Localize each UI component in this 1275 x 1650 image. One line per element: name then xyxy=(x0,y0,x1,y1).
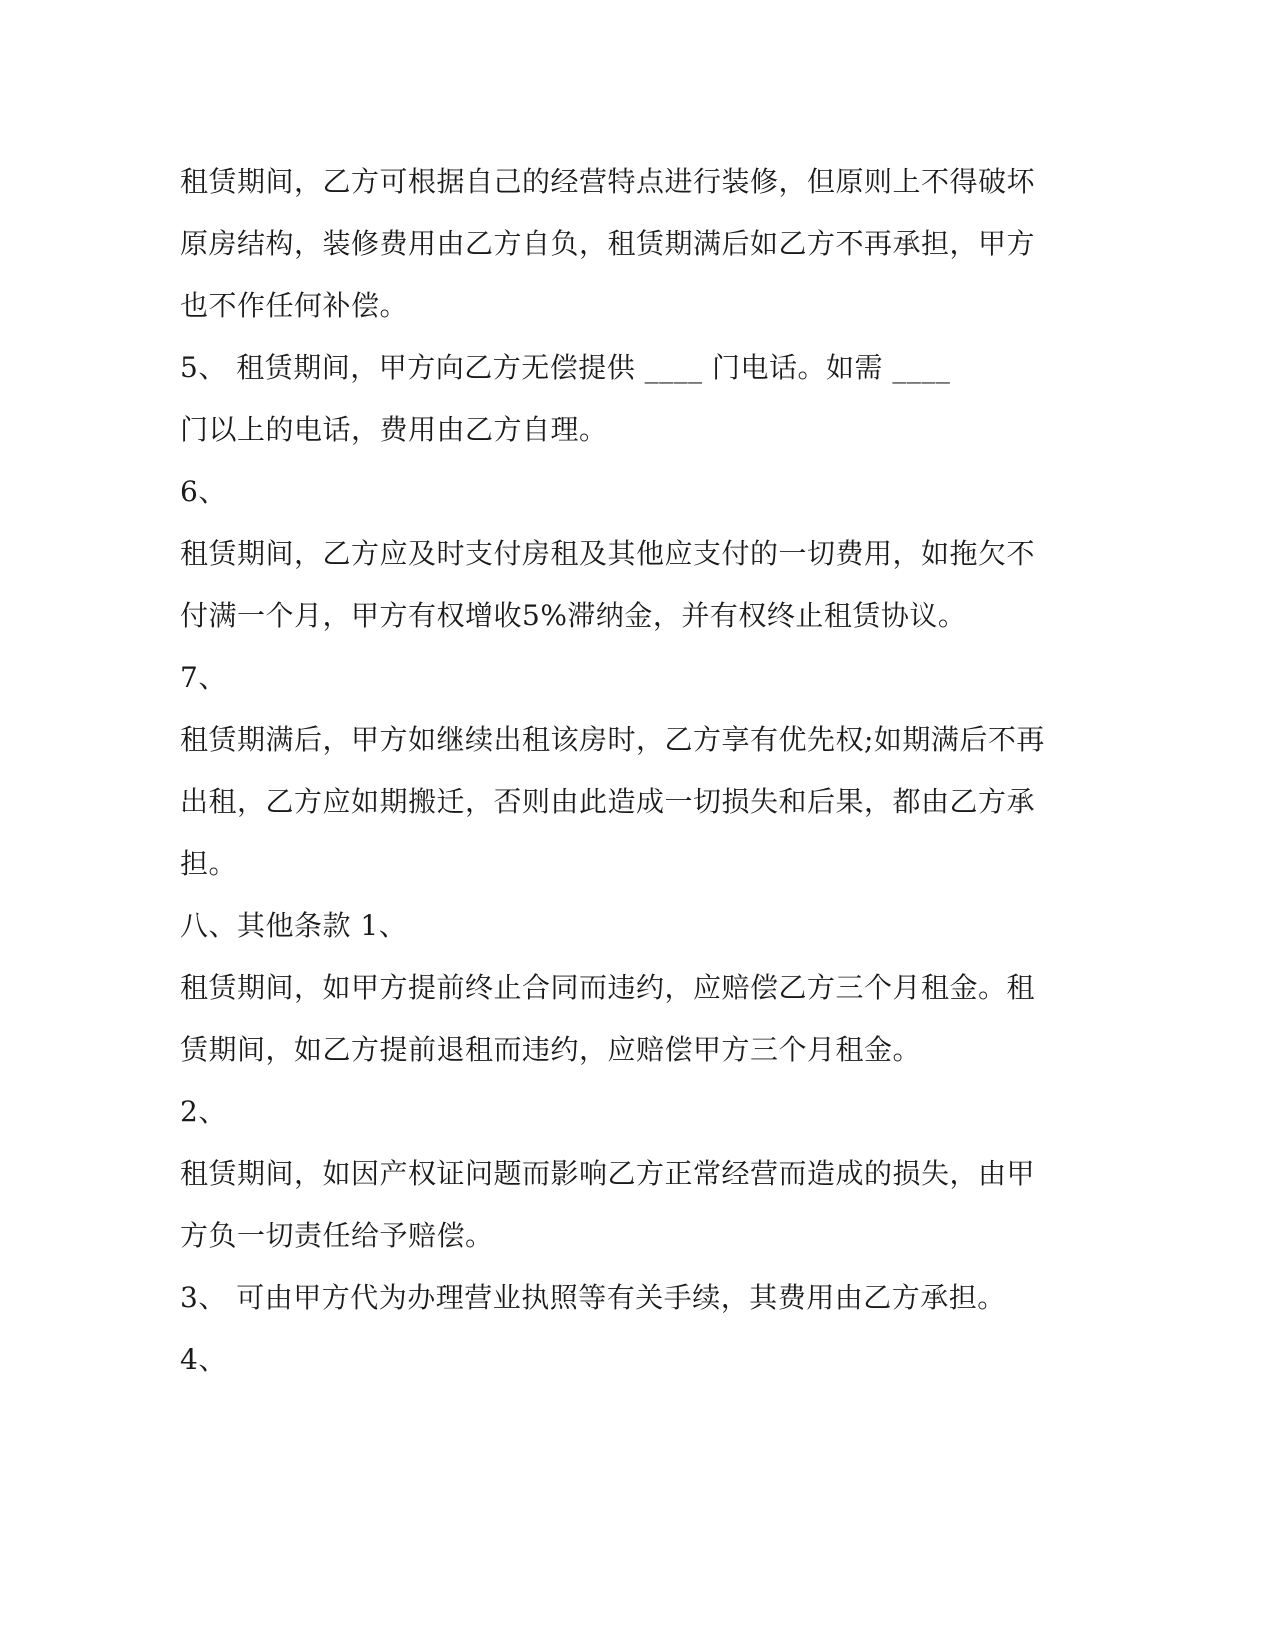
clause-4-number: 4、 xyxy=(180,1343,227,1376)
text-line: 租赁期间，乙方可根据自己的经营特点进行装修，但原则上不得破坏 xyxy=(180,165,1036,198)
text-line: 租赁期满后，甲方如继续出租该房时，乙方享有优先权;如期满后不再 xyxy=(180,723,1045,756)
section-8-heading: 八、其他条款 1、 xyxy=(180,909,408,942)
text-line: 担。 xyxy=(180,847,238,880)
text-line: 方负一切责任给予赔偿。 xyxy=(180,1219,494,1252)
clause-3-line: 3、 可由甲方代为办理营业执照等有关手续，其费用由乙方承担。 xyxy=(180,1281,1006,1314)
clause-5-line: 5、 租赁期间，甲方向乙方无偿提供 ____ 门电话。如需 ____ xyxy=(180,351,951,384)
text-line: 原房结构，装修费用由乙方自负，租赁期满后如乙方不再承担，甲方 xyxy=(180,227,1036,260)
clause-6-number: 6、 xyxy=(180,475,227,508)
text-line: 门以上的电话，费用由乙方自理。 xyxy=(180,413,608,446)
clause-7-number: 7、 xyxy=(180,661,227,694)
text-line: 也不作任何补偿。 xyxy=(180,289,409,322)
text-line: 出租，乙方应如期搬迁，否则由此造成一切损失和后果，都由乙方承 xyxy=(180,785,1036,818)
text-line: 租赁期间，如甲方提前终止合同而违约，应赔偿乙方三个月租金。租 xyxy=(180,971,1036,1004)
clause-2-number: 2、 xyxy=(180,1095,227,1128)
text-line: 付满一个月，甲方有权增收5%滞纳金，并有权终止租赁协议。 xyxy=(180,599,967,632)
text-line: 租赁期间，乙方应及时支付房租及其他应支付的一切费用，如拖欠不 xyxy=(180,537,1036,570)
text-line: 赁期间，如乙方提前退租而违约，应赔偿甲方三个月租金。 xyxy=(180,1033,922,1066)
text-line: 租赁期间，如因产权证问题而影响乙方正常经营而造成的损失，由甲 xyxy=(180,1157,1036,1190)
